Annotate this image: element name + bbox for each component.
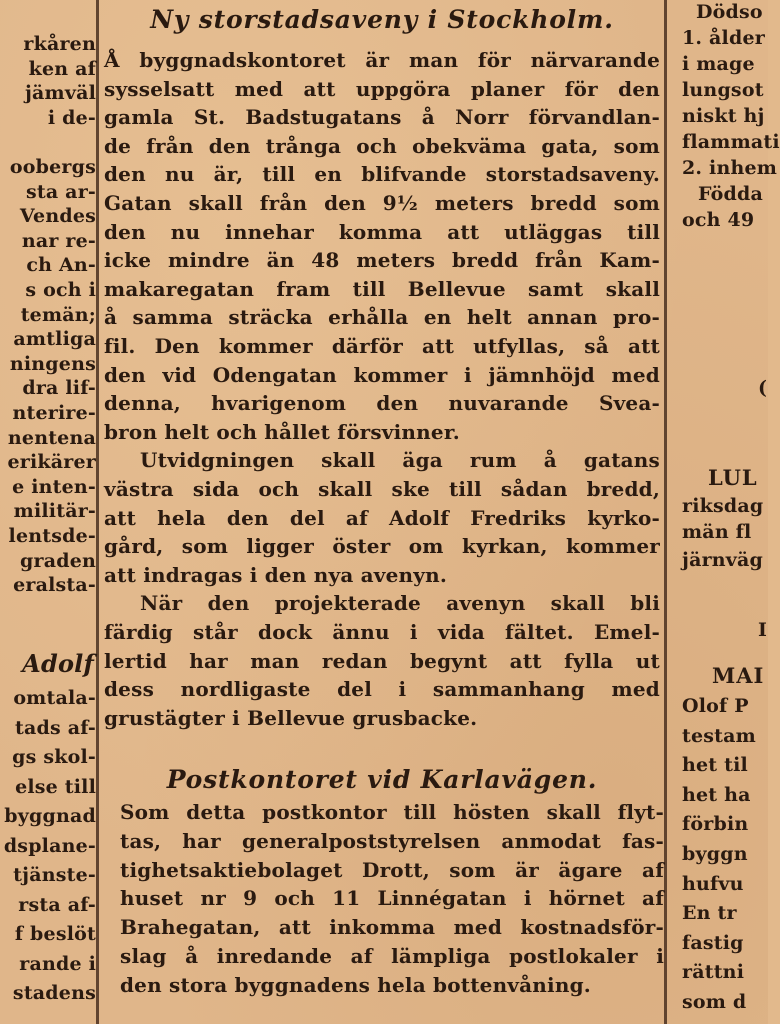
right-column-line: hufvu bbox=[682, 872, 744, 895]
left-column-line: nar re- bbox=[21, 229, 96, 252]
article2-line: slag å inredande af lämpliga postlokaler i bbox=[120, 944, 664, 968]
left-column-line: ch An- bbox=[26, 254, 96, 277]
left-column-line: byggnad bbox=[4, 805, 96, 827]
right-column-line: och 49 bbox=[682, 209, 755, 231]
article1-line: icke mindre än 48 meters bredd från Kam- bbox=[104, 248, 660, 273]
article1-headline: Ny storstadsaveny i Stockholm. bbox=[150, 5, 614, 34]
right-caps-heading: MAI bbox=[712, 663, 765, 688]
right-column-line: förbin bbox=[682, 813, 749, 836]
article1-line: bron helt och hållet försvinner. bbox=[104, 419, 460, 444]
left-column-line: gs skol- bbox=[12, 746, 96, 768]
right-column-line: En tr bbox=[682, 902, 737, 925]
right-column-line: het ha bbox=[682, 783, 751, 806]
article2-line: tas, har generalpoststyrelsen anmodat fas- bbox=[120, 828, 664, 853]
article1-line: makaregatan fram till Bellevue samt skall bbox=[104, 276, 660, 301]
article1-line: de från den trånga och obekväma gata, som bbox=[104, 133, 660, 158]
right-column-line: i mage bbox=[682, 53, 755, 75]
column-rule-right bbox=[664, 0, 667, 1024]
article2-headline: Postkontoret vid Karlavägen. bbox=[166, 765, 598, 794]
right-column-line: fastig bbox=[682, 931, 744, 954]
article2-line: tighetsaktiebolaget Drott, som är ägare af bbox=[120, 857, 664, 882]
left-column-line: i de- bbox=[47, 106, 96, 129]
right-marker: I bbox=[758, 619, 768, 641]
left-column-line: stadens bbox=[12, 982, 96, 1004]
left-subhead: Adolf bbox=[22, 649, 94, 678]
article1-line: dess nordligaste del i sammanhang med bbox=[104, 677, 660, 702]
left-column-line: militär- bbox=[13, 500, 96, 523]
article2-line: den stora byggnadens hela bottenvåning. bbox=[120, 972, 591, 997]
left-column-line: rande i bbox=[19, 952, 96, 975]
right-column-line: Födda bbox=[698, 183, 764, 205]
left-column-line: f beslöt bbox=[14, 923, 96, 945]
left-column-line: temän; bbox=[20, 303, 96, 326]
left-column-line: nterire- bbox=[12, 402, 96, 424]
right-column-line: het til bbox=[682, 754, 748, 777]
left-column-line: e inten- bbox=[12, 475, 96, 498]
right-column-line: järnväg bbox=[682, 549, 764, 571]
right-column-line: riksdag bbox=[682, 495, 764, 517]
left-column-line: erikärer bbox=[7, 451, 96, 474]
right-column-line: 2. inhem bbox=[682, 157, 778, 179]
left-column-line: jämväl bbox=[24, 82, 96, 105]
right-column-line: män fl bbox=[682, 521, 752, 543]
article1-line: lertid har man redan begynt att fylla ut bbox=[104, 648, 660, 673]
left-column-line: oobergs bbox=[9, 156, 96, 178]
right-column-line: byggn bbox=[682, 843, 748, 865]
right-column-line: niskt hj bbox=[682, 105, 765, 127]
right-column-line: Dödso bbox=[696, 1, 763, 23]
right-column-line: 1. ålder bbox=[682, 27, 765, 49]
left-column-line: ken af bbox=[28, 57, 96, 80]
right-column-line: testam bbox=[682, 724, 756, 747]
right-column-line: som d bbox=[682, 991, 747, 1013]
right-column-line: rättni bbox=[682, 961, 745, 984]
left-column-line: Vendes bbox=[19, 205, 96, 228]
right-column bbox=[672, 0, 780, 1024]
article1-line: gamla St. Badstugatans å Norr förvandlan- bbox=[104, 105, 660, 130]
article1-line: denna, hvarigenom den nuvarande Svea- bbox=[104, 391, 660, 416]
left-column-line: omtala- bbox=[13, 687, 96, 709]
article1-line: att hela den del af Adolf Fredriks kyrko- bbox=[104, 505, 660, 530]
right-column-line: LUL bbox=[708, 465, 758, 490]
right-column-line: ( bbox=[758, 377, 768, 399]
left-column-line: dsplane- bbox=[3, 834, 96, 857]
article1-line: den nu innehar komma att utläggas till bbox=[104, 219, 660, 244]
article2-line: huset nr 9 och 11 Linnégatan i hörnet af bbox=[120, 886, 664, 911]
left-column-line: nentena bbox=[7, 426, 96, 449]
left-column-line: tjänste- bbox=[13, 864, 96, 886]
left-column-line: ningens bbox=[9, 352, 96, 375]
article1-line: den nu är, till en blifvande storstadsaveny. bbox=[104, 162, 660, 187]
article1-line: västra sida och skall ske till sådan bredd, bbox=[104, 477, 660, 501]
article1-line: å samma sträcka erhålla en helt annan pro- bbox=[104, 305, 660, 330]
left-column-line: amtliga bbox=[13, 328, 96, 351]
article1-line: sysselsatt med att uppgöra planer för den bbox=[104, 76, 660, 101]
left-column-line: s och i bbox=[25, 279, 96, 301]
article2-line: Brahegatan, att inkomma med kostnadsför- bbox=[120, 915, 664, 940]
article1-line: fil. Den kommer därför att utfyllas, så att bbox=[104, 334, 660, 358]
right-column-line: lungsot bbox=[682, 79, 764, 101]
left-column-line: else till bbox=[15, 775, 96, 798]
left-column-line: eralsta- bbox=[13, 574, 96, 597]
main-column bbox=[104, 0, 664, 1024]
article1-line: gård, som ligger öster om kyrkan, kommer bbox=[104, 534, 660, 559]
article1-line: att indragas i den nya avenyn. bbox=[104, 562, 448, 587]
left-column-line: graden bbox=[20, 549, 96, 572]
article2-line: Som detta postkontor till hösten skall flyt- bbox=[120, 800, 664, 824]
right-column-line: flammati bbox=[682, 131, 780, 153]
left-column-line: sta ar- bbox=[25, 180, 96, 203]
article1-line: Å byggnadskontoret är man för närvarande bbox=[104, 48, 660, 72]
left-column-line: rsta af- bbox=[18, 893, 96, 916]
article1-line: Utvidgningen skall äga rum å gatans bbox=[140, 448, 660, 473]
right-column-line: Olof P bbox=[682, 695, 749, 717]
article1-line: färdig står dock ännu i vida fältet. Emel- bbox=[104, 620, 660, 644]
left-column-line: dra lif- bbox=[22, 377, 96, 400]
left-column bbox=[0, 0, 100, 1024]
article1-line: den vid Odengatan kommer i jämnhöjd med bbox=[104, 362, 660, 387]
left-column-line: lentsde- bbox=[8, 525, 96, 547]
left-column-line: rkåren bbox=[23, 33, 96, 55]
article1-line: Gatan skall från den 9½ meters bredd som bbox=[104, 191, 660, 215]
article1-line: grustägter i Bellevue grusbacke. bbox=[104, 705, 478, 730]
article1-line: När den projekterade avenyn skall bli bbox=[140, 591, 660, 616]
left-column-line: tads af- bbox=[15, 716, 96, 739]
